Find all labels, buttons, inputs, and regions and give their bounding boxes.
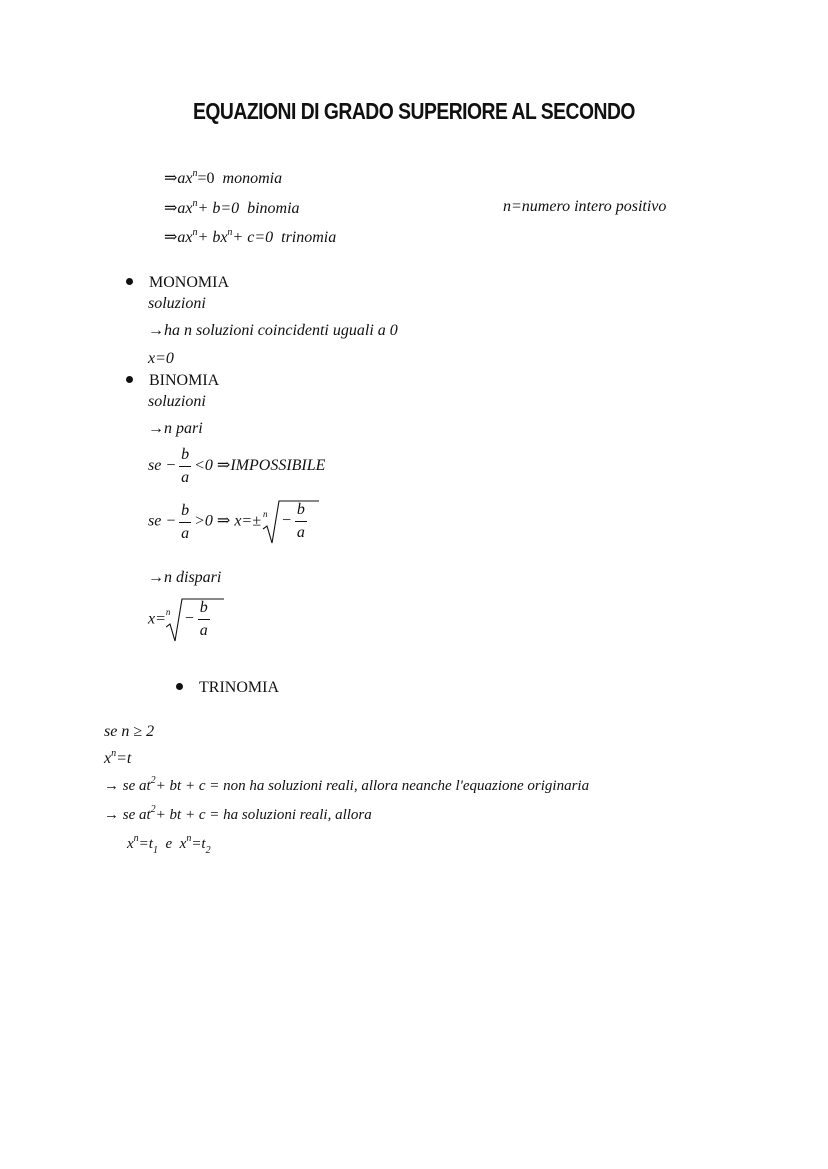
- trinomia-equation: $\Rightarrow ax^n+ bx^n+ c=0$ trinomia: [164, 227, 337, 246]
- binomia-case-negative: se − $\frac{b}{a}$ <0 ⇒IMPOSSIBILE: [148, 446, 326, 486]
- bullet-dot: [126, 278, 133, 285]
- trinomia-solutions: $x^n=t_1$ e $x^n=t_2$: [127, 833, 211, 856]
- trinomia-case-no-real: → se $at^2+$ bt + c = non ha soluzioni reali, allora neanche l'equazione originaria: [104, 775, 590, 794]
- fraction-b-over-a: $\frac{b}{a}$: [181, 446, 190, 486]
- binomia-soluzioni: soluzioni: [148, 393, 206, 410]
- bullet-dot: [176, 683, 183, 690]
- nth-root: n − $\frac{b}{a}$: [261, 499, 319, 545]
- bullet-monomia: MONOMIA: [126, 274, 229, 292]
- trinomia-condition: se n ≥ 2: [104, 723, 155, 740]
- binomia-pari: →n pari: [148, 420, 203, 437]
- trinomia-substitution: $x^n=t$: [104, 748, 132, 767]
- binomia-dispari: →n dispari: [148, 569, 222, 586]
- bullet-dot: [126, 376, 133, 383]
- n-definition-note: n=numero intero positivo: [503, 198, 667, 215]
- binomia-case-odd: x= n − $\frac{b}{a}$: [148, 597, 224, 643]
- monomia-soluzioni: soluzioni: [148, 295, 206, 312]
- bullet-binomia: BINOMIA: [126, 372, 219, 390]
- trinomia-case-real: → se $at^2+$ bt + c = ha soluzioni reali, allora: [104, 804, 372, 823]
- binomia-equation: $\Rightarrow ax^n+ b=0$ binomia: [164, 198, 300, 217]
- monomia-solution-line: →ha n soluzioni coincidenti uguali a 0: [148, 322, 398, 339]
- monomia-result: x=0: [148, 350, 174, 367]
- monomia-equation: $\Rightarrow ax^n=0$ monomia: [164, 168, 283, 187]
- nth-root: n − $\frac{b}{a}$: [166, 597, 224, 643]
- bullet-trinomia: TRINOMIA: [176, 679, 279, 697]
- fraction-b-over-a: $\frac{b}{a}$: [296, 501, 305, 541]
- fraction-b-over-a: $\frac{b}{a}$: [181, 501, 190, 542]
- page-title: EQUAZIONI DI GRADO SUPERIORE AL SECONDO: [193, 98, 635, 124]
- binomia-case-positive: se − $\frac{b}{a}$ >0 ⇒ x=± n − $\frac{b}{a}$: [148, 499, 319, 545]
- fraction-b-over-a: $\frac{b}{a}$: [199, 599, 208, 639]
